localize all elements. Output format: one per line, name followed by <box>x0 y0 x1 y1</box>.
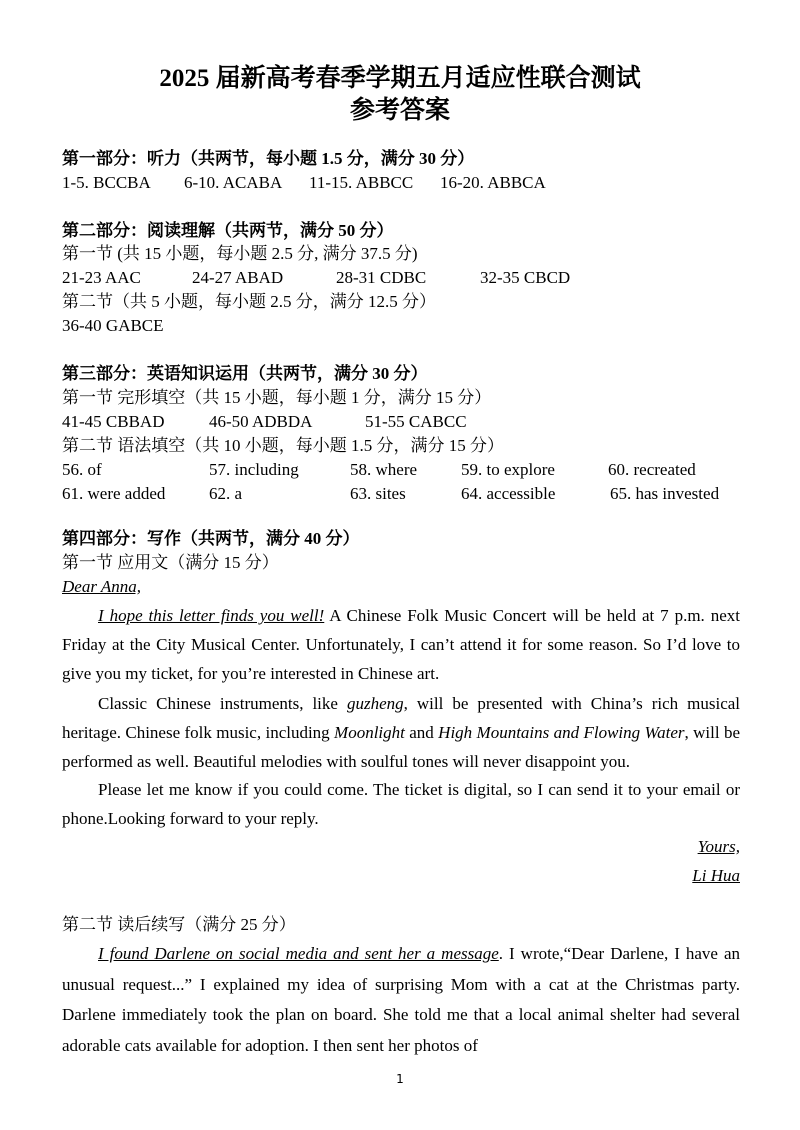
grammar-answer: 57. including <box>209 460 299 479</box>
part2-heading: 第二部分：阅读理解（共两节，满分 50 分） <box>62 221 394 240</box>
letter-signature: Li Hua <box>692 866 740 885</box>
grammar-answer: 64. accessible <box>461 484 556 503</box>
answer-group: 24-27 ABAD <box>192 268 284 287</box>
part3-heading: 第三部分：英语知识运用（共两节，满分 30 分） <box>62 364 428 383</box>
page-number: 1 <box>396 1072 404 1086</box>
part2-section1: 第一节 (共 15 小题，每小题 2.5 分, 满分 37.5 分) <box>62 244 418 263</box>
grammar-answer: 62. a <box>209 484 243 503</box>
song-title: High Mountains and Flowing Water <box>438 723 685 742</box>
grammar-row-1 <box>62 459 762 481</box>
grammar-answer: 58. where <box>350 460 418 479</box>
grammar-answer: 63. sites <box>350 484 406 503</box>
letter-text: , will be presented with China’s rich musical heritage. Chinese folk music, including <box>62 694 741 742</box>
part2-section1-answers <box>62 267 762 289</box>
answer-group: 1-5. BCCBA <box>62 173 151 192</box>
letter-paragraph-2 <box>62 689 740 776</box>
answer-group: 28-31 CDBC <box>336 268 427 287</box>
part2-section2: 第二节（共 5 小题，每小题 2.5 分，满分 12.5 分） <box>62 292 436 311</box>
continuation-paragraph <box>62 939 740 1061</box>
grammar-answer: 56. of <box>62 460 102 479</box>
part1-answers <box>62 172 762 194</box>
part1-heading: 第一部分：听力（共两节，每小题 1.5 分，满分 30 分） <box>62 149 475 168</box>
answer-group: 6-10. ACABA <box>184 173 283 192</box>
letter-closing: Yours, <box>697 837 740 856</box>
letter-text: , will be performed as well. Beautiful melodies with soulful tones will never disappoint you. <box>62 723 740 771</box>
grammar-answer: 61. were added <box>62 484 166 503</box>
continuation-opening-sentence: I found Darlene on social media and sent her a message <box>98 944 499 963</box>
part2-section2-answers: 36-40 GABCE <box>62 316 164 335</box>
doc-title: 2025 届新高考春季学期五月适应性联合测试 <box>159 65 641 92</box>
answer-group: 46-50 ADBDA <box>209 412 313 431</box>
answer-group: 21-23 AAC <box>62 268 141 287</box>
letter-paragraph-3: Please let me know if you could come. The ticket is digital, so I can send it to your email or phone.Looking forward to your reply. <box>62 780 740 828</box>
part3-section2: 第二节 语法填空（共 10 小题，每小题 1.5 分，满分 15 分） <box>62 436 504 455</box>
song-title: Moonlight <box>334 723 405 742</box>
grammar-answer: 60. recreated <box>608 460 696 479</box>
answer-group: 51-55 CABCC <box>365 412 467 431</box>
part3-section1: 第一节 完形填空（共 15 小题，每小题 1 分，满分 15 分） <box>62 388 492 407</box>
grammar-row-2 <box>62 483 762 505</box>
doc-subtitle: 参考答案 <box>349 97 450 124</box>
part4-section1: 第一节 应用文（满分 15 分） <box>62 553 279 572</box>
letter-paragraph-1 <box>62 601 740 688</box>
letter-paragraph-1-text: A Chinese Folk Music Concert will be held at 7 p.m. next Friday at the City Musical Center. Unfortunately, I can’t attend it for some reason. So I’d love to give you my ticket, for you’re interested in Chinese art. <box>62 606 740 683</box>
letter-salutation: Dear Anna, <box>62 577 142 596</box>
grammar-answer: 59. to explore <box>461 460 555 479</box>
letter-text: Classic Chinese instruments, like <box>98 694 347 713</box>
answer-group: 32-35 CBCD <box>480 268 571 287</box>
part3-section1-answers <box>62 411 762 433</box>
letter-opening-sentence: I hope this letter finds you well! <box>98 606 325 625</box>
part4-section2: 第二节 读后续写（满分 25 分） <box>62 915 296 934</box>
grammar-answer: 65. has invested <box>610 484 720 503</box>
answer-group: 16-20. ABBCA <box>440 173 546 192</box>
continuation-text: . I wrote,“Dear Darlene, I have an unusual request...” I explained my idea of surprising Mom with a cat at the Christmas party. Darlene immediately took the plan on board. She told me that a local animal shelter had several adorable cats available for adoption. I then sent her photos of <box>62 944 740 1055</box>
part4-heading: 第四部分：写作（共两节，满分 40 分） <box>62 529 360 548</box>
answer-group: 41-45 CBBAD <box>62 412 165 431</box>
answer-group: 11-15. ABBCC <box>309 173 414 192</box>
letter-text: and <box>404 723 439 742</box>
instrument-name: guzheng <box>346 694 404 713</box>
